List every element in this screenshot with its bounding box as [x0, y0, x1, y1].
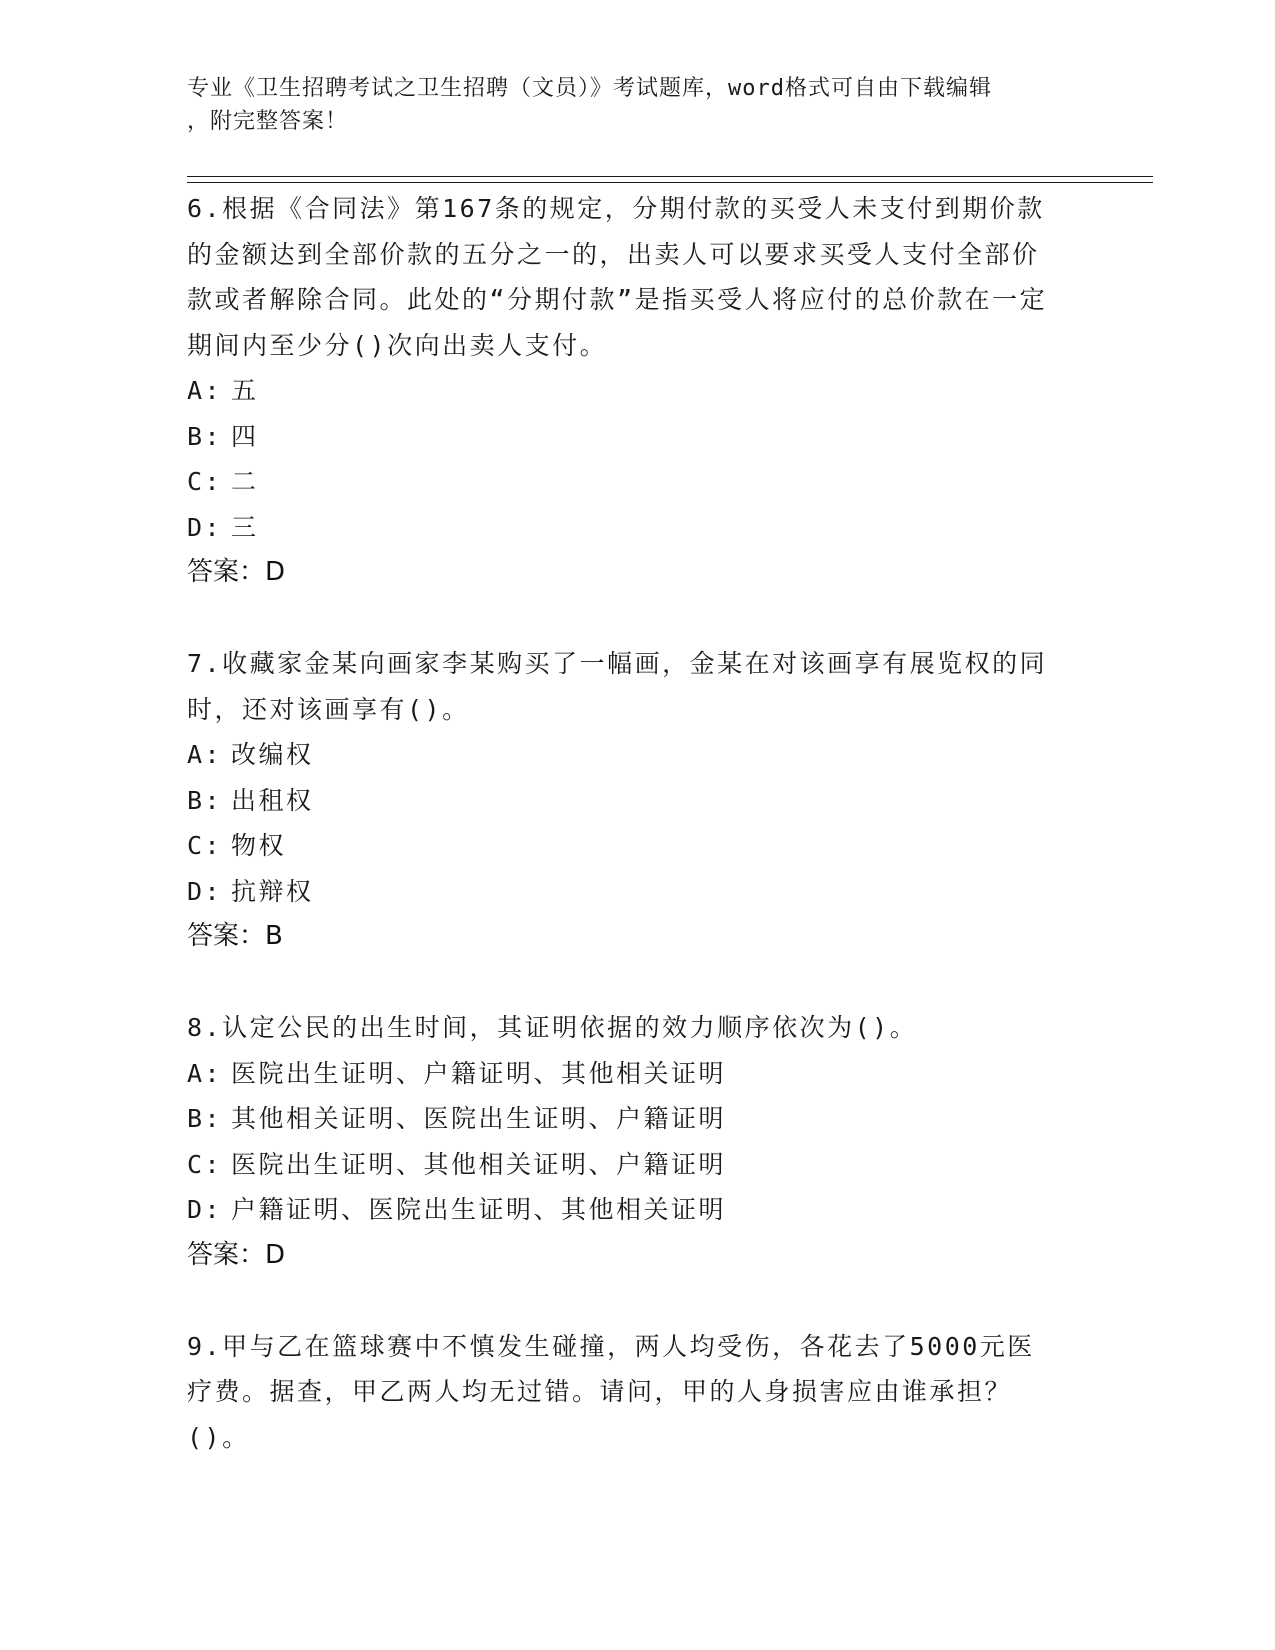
option-label: A:	[187, 1058, 223, 1088]
header-line-1: 专业《卫生招聘考试之卫生招聘（文员）》考试题库，word格式可自由下载编辑	[187, 76, 992, 101]
option-c	[187, 1142, 1087, 1188]
option-text: 其他相关证明、医院出生证明、户籍证明	[231, 1104, 727, 1133]
question-list	[187, 186, 1087, 1460]
question-text: 9.甲与乙在篮球赛中不慎发生碰撞，两人均受伤，各花去了5000元医疗费。据查，甲乙两人均无过错。请问，甲的人身损害应由谁承担？()。	[187, 1331, 1035, 1452]
option-text: 户籍证明、医院出生证明、其他相关证明	[231, 1195, 727, 1224]
option-a	[187, 368, 1087, 414]
option-text: 三	[231, 512, 259, 542]
header-line-2: ，附完整答案！	[187, 109, 349, 134]
option-b	[187, 778, 1087, 824]
option-label: D:	[187, 512, 223, 542]
option-text: 四	[231, 421, 259, 451]
question-text: 8.认定公民的出生时间，其证明依据的效力顺序依次为()。	[187, 1013, 918, 1042]
question-text: 7.收藏家金某向画家李某购买了一幅画，金某在对该画享有展览权的同时，还对该画享有()。	[187, 649, 1048, 724]
option-label: B:	[187, 785, 223, 815]
option-text: 改编权	[231, 740, 314, 769]
option-label: D:	[187, 1195, 223, 1224]
option-label: D:	[187, 876, 223, 906]
option-text: 二	[231, 467, 259, 496]
option-b	[187, 414, 1087, 460]
answer-line: 答案：D	[187, 1239, 286, 1270]
option-text: 五	[231, 376, 259, 405]
option-d	[187, 1187, 1087, 1233]
option-d	[187, 505, 1087, 551]
option-a	[187, 1051, 1087, 1097]
option-a	[187, 732, 1087, 778]
question-7	[187, 641, 1087, 960]
question-gap	[187, 960, 1087, 1006]
option-text: 抗辩权	[231, 876, 314, 906]
option-label: B:	[187, 421, 223, 451]
option-c	[187, 823, 1087, 869]
option-label: C:	[187, 831, 223, 860]
answer-line: 答案：B	[187, 921, 283, 951]
option-label: B:	[187, 1104, 223, 1133]
document-header	[187, 72, 1067, 138]
question-gap	[187, 596, 1087, 642]
question-9	[187, 1324, 1087, 1461]
question-text: 6.根据《合同法》第167条的规定，分期付款的买受人未支付到期价款的金额达到全部价款的五分之一的，出卖人可以要求买受人支付全部价款或者解除合同。此处的“分期付款”是指买受人将应付的总价款在一定期间内至少分()次向出卖人支付。	[187, 194, 1048, 360]
option-d	[187, 869, 1087, 915]
answer-line: 答案：D	[187, 557, 286, 587]
option-text: 出租权	[231, 785, 314, 815]
option-label: C:	[187, 467, 223, 496]
option-text: 医院出生证明、户籍证明、其他相关证明	[231, 1058, 727, 1088]
header-divider-bottom	[187, 182, 1153, 183]
option-c	[187, 459, 1087, 505]
question-gap	[187, 1278, 1087, 1324]
option-label: A:	[187, 376, 223, 405]
option-text: 物权	[231, 831, 287, 860]
question-8	[187, 1005, 1087, 1278]
option-text: 医院出生证明、其他相关证明、户籍证明	[231, 1149, 727, 1179]
option-label: C:	[187, 1149, 223, 1179]
option-b	[187, 1096, 1087, 1142]
option-label: A:	[187, 740, 223, 769]
question-6	[187, 186, 1087, 596]
header-divider-top	[187, 176, 1153, 177]
